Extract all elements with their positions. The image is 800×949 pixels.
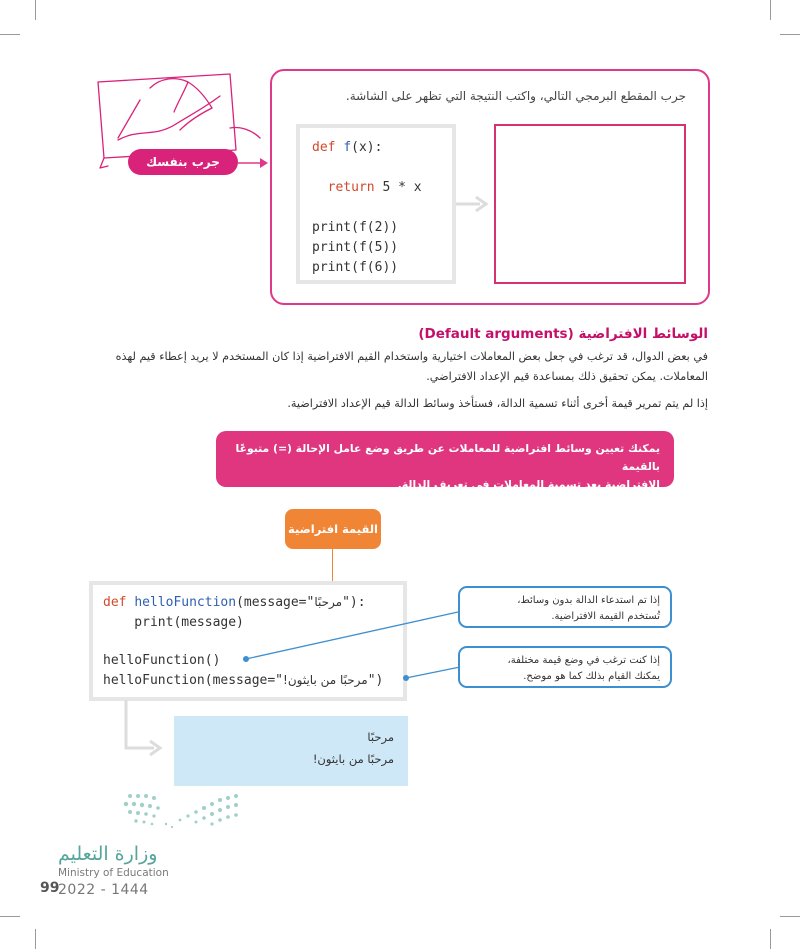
output-line: مرحبًا من بايثون!: [312, 752, 394, 766]
code-line: return 5 * x: [327, 180, 422, 195]
crop-mark: [35, 929, 36, 949]
crop-mark: [780, 34, 800, 35]
code-line: print(message): [103, 615, 244, 630]
code-line: helloFunction(): [103, 653, 221, 668]
note-custom-value: إذا كنت ترغب في وضع قيمة مختلفة، يمكنك القيام بذلك كما هو موضح.: [458, 646, 672, 688]
try-it-panel: [270, 69, 710, 305]
code-line: print(f(6)): [312, 260, 399, 275]
paragraph-line: إذا لم يتم تمرير قيمة أخرى أثناء تسمية الدالة، فستأخذ وسائط الدالة قيم الإعداد الافتراضية.: [287, 397, 708, 410]
crop-mark: [770, 0, 771, 20]
ministry-logo-icon: [100, 790, 250, 836]
code-line: print(f(2)): [312, 220, 399, 235]
output-arrow-icon: [116, 700, 176, 760]
edition-year: 2022 - 1444: [58, 882, 149, 898]
callout-line: يمكنك تعيين وسائط افتراضية للمعاملات عن طريق وضع عامل الإحالة (=) متبوعًا بالقيمة: [235, 442, 660, 473]
hand-writing-icon: [80, 68, 270, 198]
crop-mark: [0, 34, 20, 35]
default-value-label: القيمة افتراضية: [285, 509, 381, 549]
code-block: [296, 124, 456, 284]
section-heading: الوسائط الافتراضية (Default arguments): [418, 326, 708, 342]
crop-mark: [770, 929, 771, 949]
output-line: مرحبًا: [367, 730, 394, 744]
arrow-right-icon: [456, 195, 492, 213]
note-default-used: إذا تم استدعاء الدالة بدون وسائط، تُستخدم القيمة الافتراضية.: [458, 586, 672, 628]
code-line: print(f(5)): [312, 240, 399, 255]
info-callout: [216, 431, 674, 491]
crop-mark: [35, 0, 36, 20]
crop-mark: [780, 916, 800, 917]
crop-mark: [0, 916, 20, 917]
output-panel: [174, 716, 408, 786]
code-line: [312, 158, 452, 178]
paragraph-line: المعاملات. يمكن تحقيق ذلك بمساعدة قيم الإعداد الافتراضي.: [426, 370, 708, 383]
callout-line: الافتراضية بعد تسمية المعاملات في تعريف الدالة.: [397, 478, 660, 491]
paragraph-line: في بعض الدوال، قد ترغب في جعل بعض المعاملات اختيارية واستخدام القيم الافتراضية إذا كان المستخدم لا يريد إعطاء قيم لهذه: [115, 350, 708, 363]
page-number: 99: [40, 880, 60, 896]
code-line: helloFunction(message="مرحبًا من بايثون!"): [103, 673, 384, 688]
ministry-name-en: Ministry of Education: [58, 867, 169, 879]
try-it-badge: جرب بنفسك: [128, 149, 238, 175]
code-line: def helloFunction(message="مرحبًا"):: [103, 595, 366, 610]
note-connectors: [230, 595, 470, 695]
connector-arrow-icon: [238, 150, 272, 176]
code-line: def f(x):: [312, 140, 383, 155]
try-it-instruction: جرب المقطع البرمجي التالي، واكتب النتيجة التي تظهر على الشاشة.: [345, 89, 686, 103]
ministry-name-ar: وزارة التعليم: [58, 843, 158, 865]
connector-line: [332, 549, 333, 585]
code-line: [312, 198, 452, 218]
answer-box[interactable]: [494, 124, 686, 284]
